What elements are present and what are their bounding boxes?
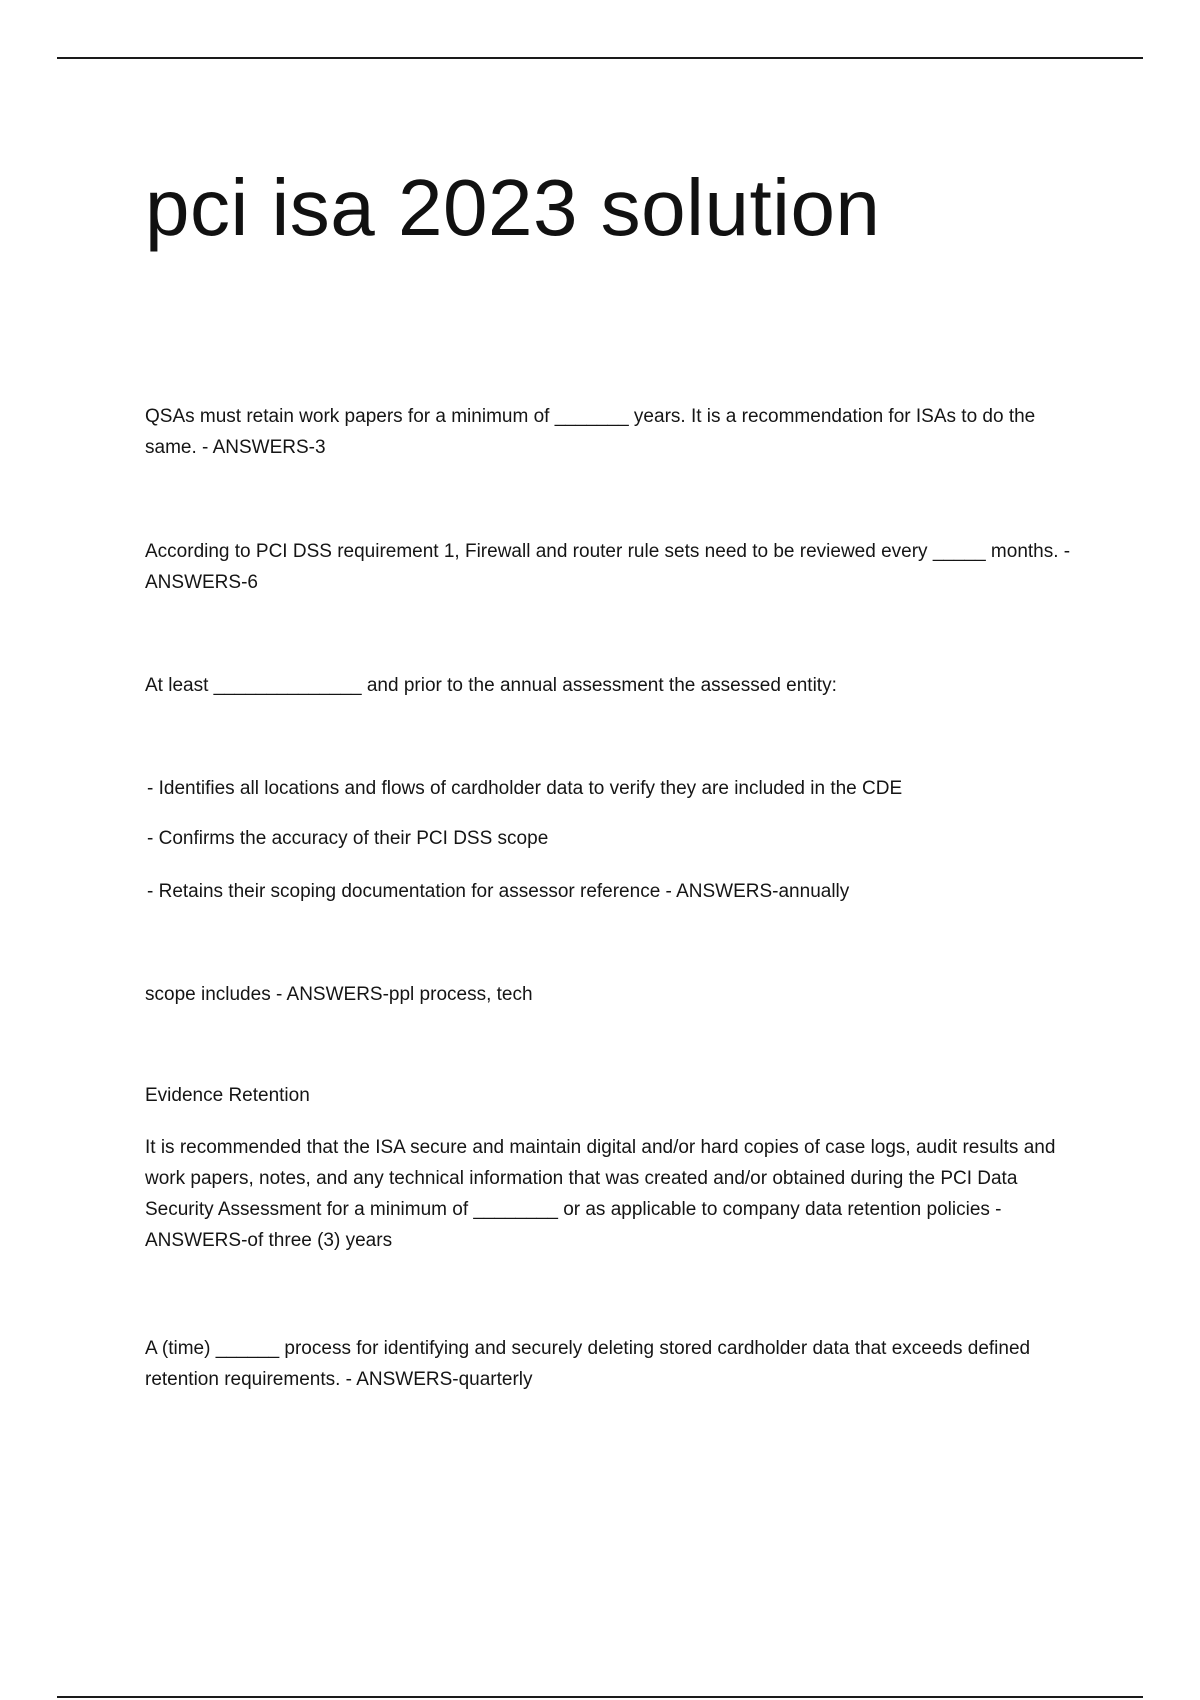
document-title: pci isa 2023 solution [145, 163, 881, 252]
question-4: scope includes - ANSWERS-ppl process, tech [145, 984, 533, 1005]
question-2: According to PCI DSS requirement 1, Firewall and router rule sets need to be reviewed every _____ months. - ANSWERS-6 [145, 541, 1071, 593]
question-3-bullet-1: - Identifies all locations and flows of cardholder data to verify they are included in the CDE [147, 778, 903, 799]
question-3-bullet-3: - Retains their scoping documentation for assessor reference - ANSWERS-annually [147, 881, 850, 902]
question-3-bullet-2: - Confirms the accuracy of their PCI DSS scope [147, 828, 549, 849]
question-6: A (time) ______ process for identifying and securely deleting stored cardholder data that exceeds defined retention requirements. - ANSWERS-quarterly [145, 1338, 1031, 1390]
question-1: QSAs must retain work papers for a minimum of _______ years. It is a recommendation for ISAs to do the same. - ANSWERS-3 [145, 406, 1036, 458]
section-heading-evidence-retention: Evidence Retention [145, 1085, 310, 1106]
question-5: It is recommended that the ISA secure and maintain digital and/or hard copies of case logs, audit results and work papers, notes, and any technical information that was created and/or obtained during the PCI Data Security Assessment for a minimum of ________ or as applicable to company data retention policies - ANSWERS-of three (3) years [145, 1137, 1056, 1251]
top-rule [57, 57, 1143, 59]
bottom-rule [57, 1696, 1143, 1698]
question-3: At least ______________ and prior to the annual assessment the assessed entity: [145, 675, 837, 696]
